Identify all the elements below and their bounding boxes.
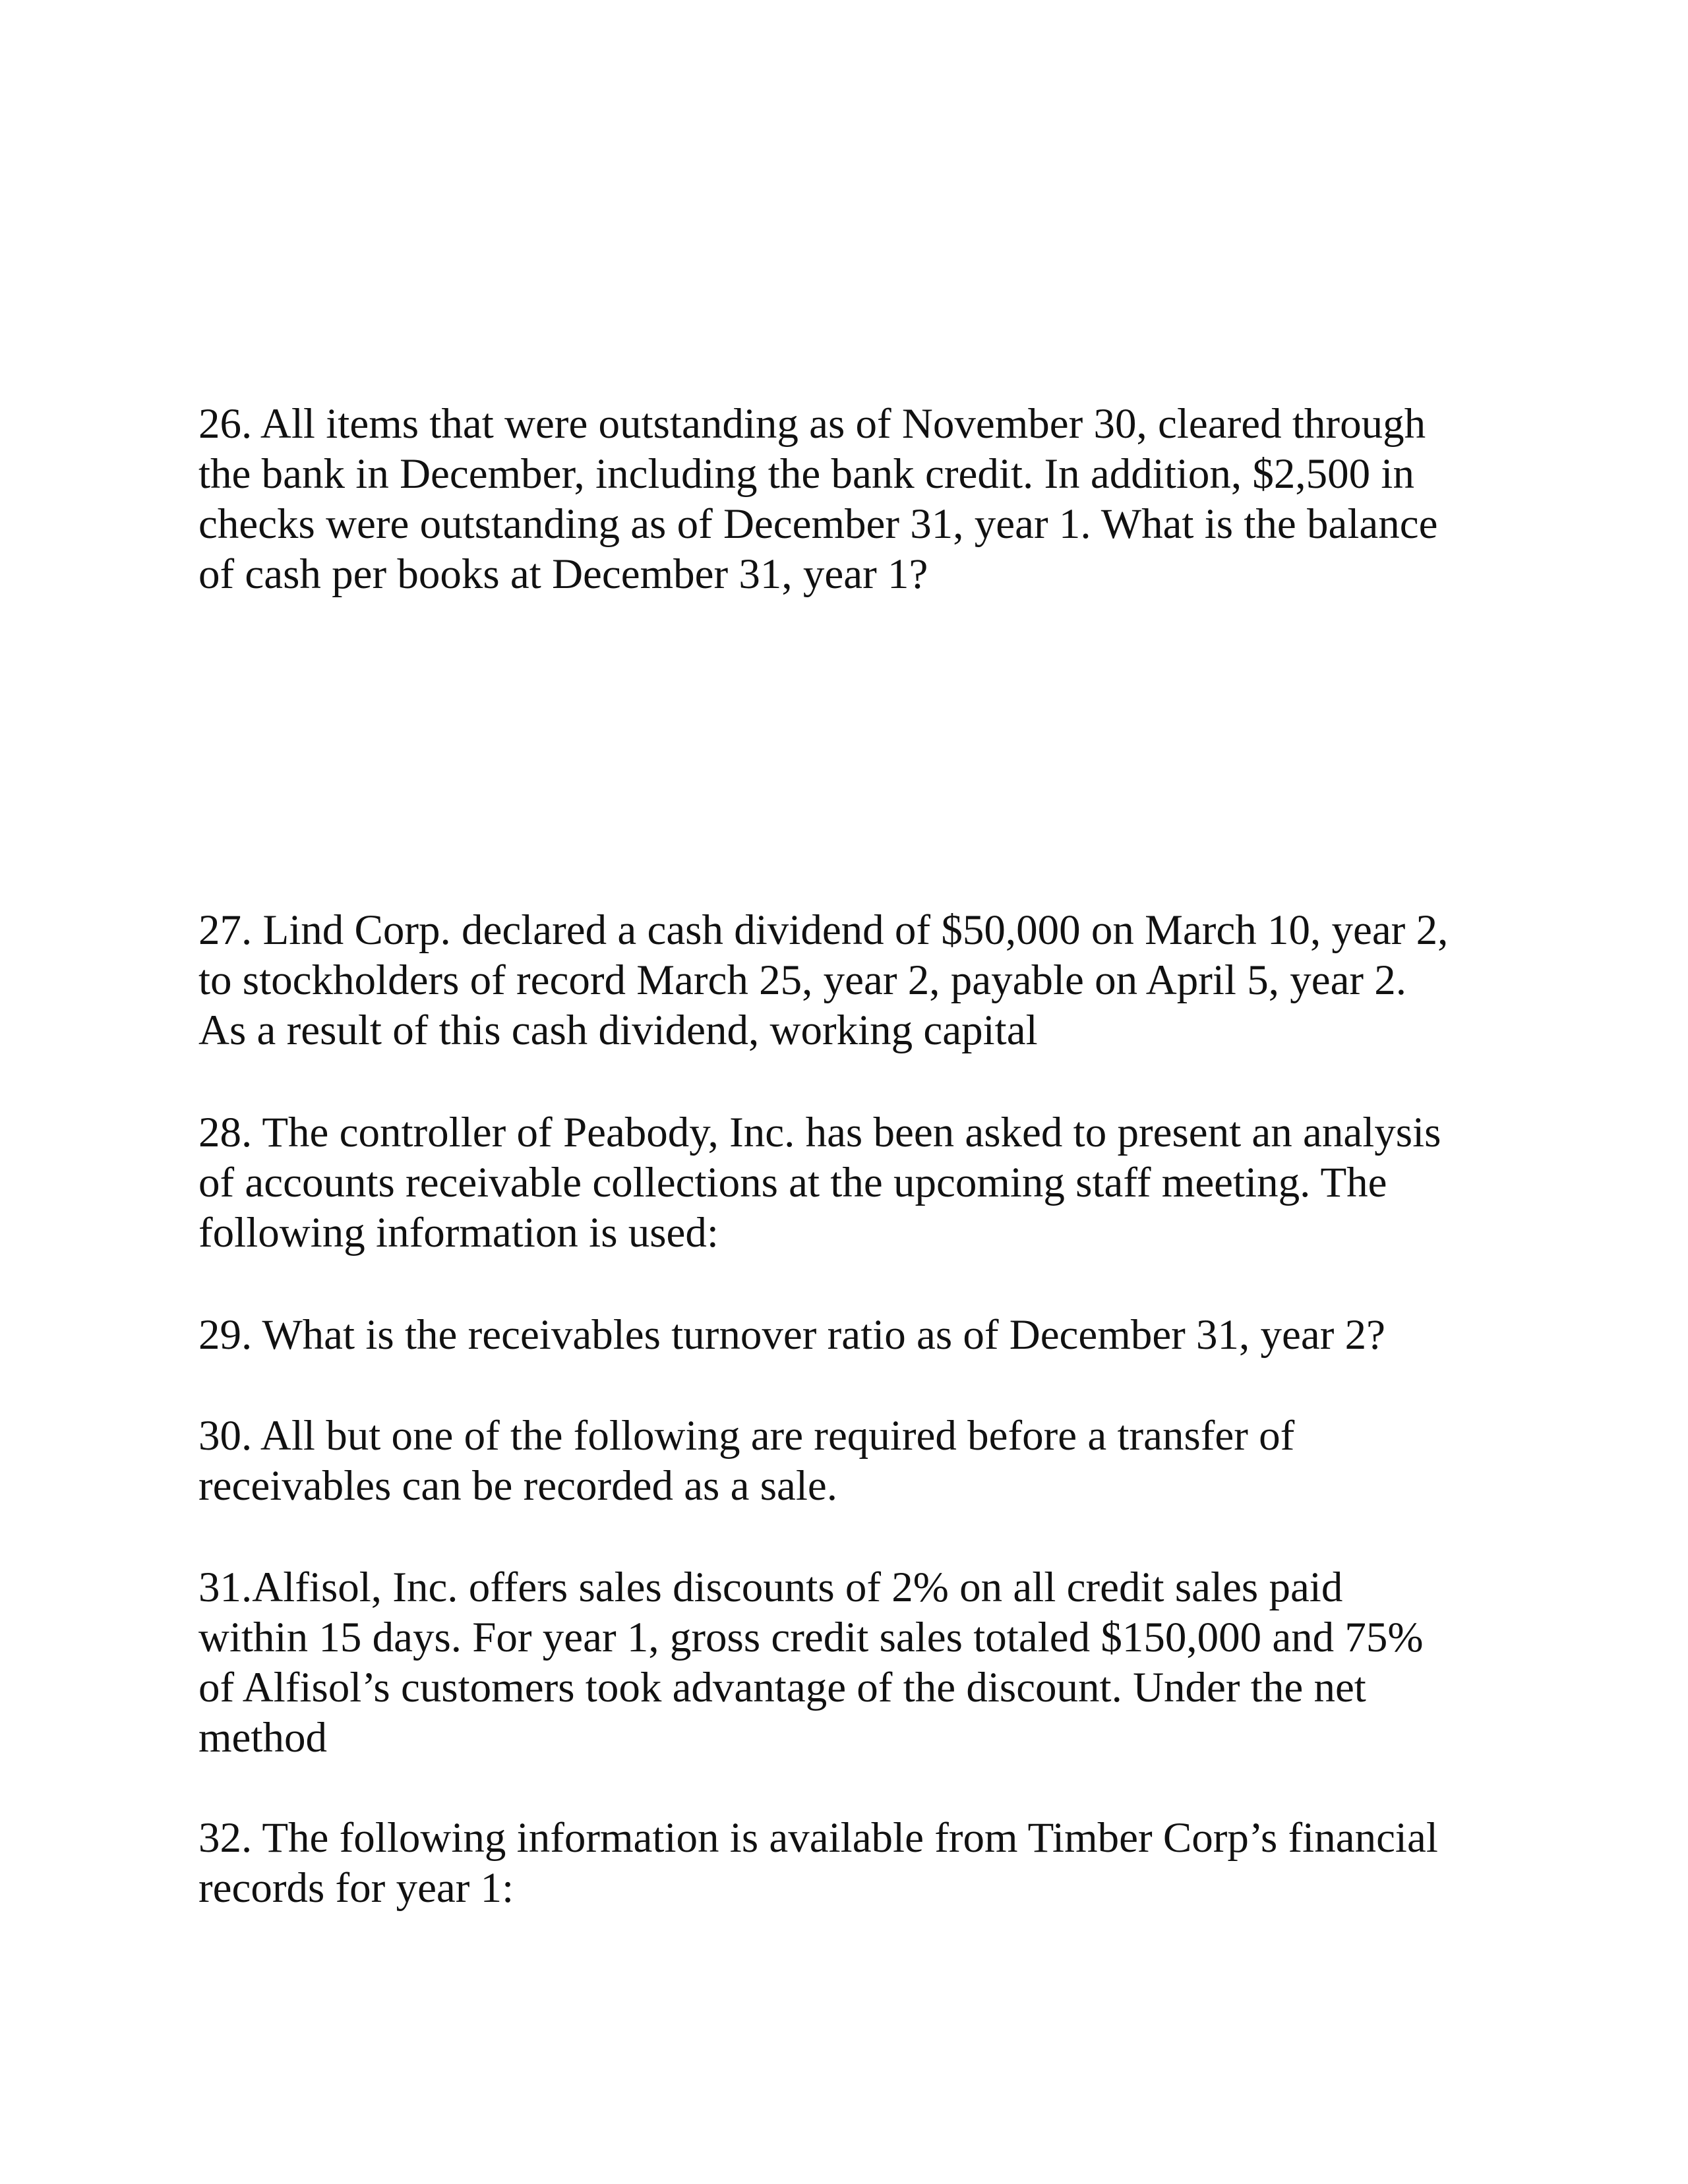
question-line: As a result of this cash dividend, working capital <box>198 1007 1038 1054</box>
question-line: of Alfisol’s customers took advantage of the discount. Under the net <box>198 1664 1366 1711</box>
question-line: of cash per books at December 31, year 1? <box>198 550 928 598</box>
question-line: 29. What is the receivables turnover ratio as of December 31, year 2? <box>198 1311 1386 1359</box>
question-29 <box>198 1310 1530 1360</box>
question-32 <box>198 1813 1530 1913</box>
question-28 <box>198 1107 1530 1258</box>
question-line: to stockholders of record March 25, year 2, payable on April 5, year 2. <box>198 957 1407 1004</box>
question-line: 31.Alfisol, Inc. offers sales discounts of 2% on all credit sales paid <box>198 1564 1343 1611</box>
question-line: within 15 days. For year 1, gross credit sales totaled $150,000 and 75% <box>198 1614 1424 1661</box>
question-line: checks were outstanding as of December 31, year 1. What is the balance <box>198 500 1438 548</box>
question-31 <box>198 1562 1530 1763</box>
question-30 <box>198 1411 1530 1511</box>
question-26 <box>198 399 1530 599</box>
question-line: 27. Lind Corp. declared a cash dividend of $50,000 on March 10, year 2, <box>198 906 1449 954</box>
question-line: 32. The following information is available from Timber Corp’s financial <box>198 1814 1438 1862</box>
question-line: receivables can be recorded as a sale. <box>198 1462 838 1510</box>
question-line: 28. The controller of Peabody, Inc. has been asked to present an analysis <box>198 1109 1441 1156</box>
question-line: 30. All but one of the following are required before a transfer of <box>198 1412 1295 1460</box>
question-line: following information is used: <box>198 1209 719 1256</box>
question-27 <box>198 905 1530 1055</box>
question-line: 26. All items that were outstanding as of November 30, cleared through <box>198 400 1426 448</box>
question-line: method <box>198 1714 327 1761</box>
question-line: records for year 1: <box>198 1864 514 1912</box>
question-line: the bank in December, including the bank credit. In addition, $2,500 in <box>198 450 1414 498</box>
question-line: of accounts receivable collections at the upcoming staff meeting. The <box>198 1159 1387 1206</box>
